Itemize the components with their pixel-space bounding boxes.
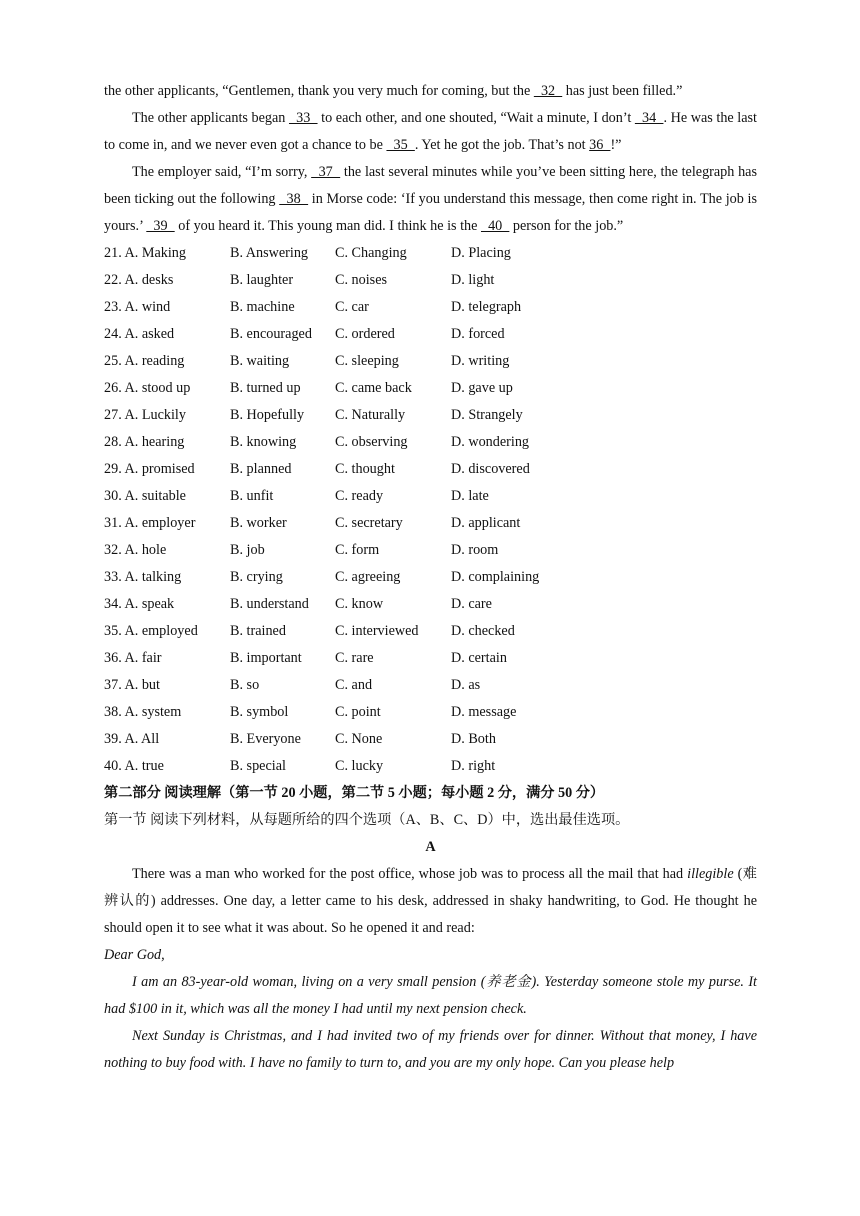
option-d: D. care [451,596,492,612]
option-d: D. Strangely [451,407,523,423]
option-a: 35. A. employed [104,623,198,639]
option-b: B. encouraged [230,326,312,342]
blank-36: 36 [589,137,611,153]
option-a: 29. A. promised [104,461,195,477]
option-b: B. Answering [230,245,309,261]
option-b: B. Hopefully [230,407,305,423]
option-d: D. writing [451,353,510,369]
option-row [104,564,757,591]
option-b: B. so [230,677,260,693]
text: . Yet he got the job. That’s not [414,137,590,153]
option-b: B. important [230,650,302,666]
option-c: C. rare [335,650,374,666]
letter-paragraph-2: Next Sunday is Christmas, and I had invited two of my friends over for dinner. Without that money, I have nothing to buy food with. I have no family to turn to, and you are my only hope. Can you please help [104,1028,757,1071]
option-d: D. room [451,542,499,558]
option-a: 37. A. but [104,677,160,693]
text: There was a man who worked for the post office, whose job was to process all the mail that had [132,866,688,882]
option-d: D. discovered [451,461,530,477]
option-c: C. lucky [335,758,384,774]
text: The employer said, “I’m sorry, [132,164,312,180]
story-paragraph-3 [104,159,757,240]
option-row [104,591,757,618]
letter-greeting: Dear God, [104,947,165,963]
option-c: C. interviewed [335,623,419,639]
option-d: D. right [451,758,496,774]
option-c: C. noises [335,272,388,288]
option-b: B. symbol [230,704,289,720]
option-c: C. and [335,677,373,693]
option-c: C. observing [335,434,408,450]
option-row [104,375,757,402]
option-c: C. thought [335,461,395,477]
option-b: B. Everyone [230,731,301,747]
text: has just been filled.” [562,83,683,99]
option-d: D. telegraph [451,299,522,315]
option-c: C. agreeing [335,569,401,585]
story-paragraph-2 [104,105,757,159]
text: person for the job.” [509,218,624,234]
blank-35: 35 [386,137,415,153]
option-row [104,267,757,294]
option-c: C. ready [335,488,384,504]
option-c: C. secretary [335,515,403,531]
option-row [104,348,757,375]
blank-34: 34 [634,110,664,126]
option-c: C. None [335,731,383,747]
option-a: 26. A. stood up [104,380,191,396]
option-a: 25. A. reading [104,353,185,369]
passage-a-paragraph-1 [104,861,757,942]
blank-38: 38 [279,191,309,207]
option-a: 23. A. wind [104,299,171,315]
option-row [104,726,757,753]
option-b: B. laughter [230,272,294,288]
option-row [104,456,757,483]
option-a: 31. A. employer [104,515,196,531]
option-c: C. point [335,704,381,720]
section-1-instruction: 第一节 阅读下列材料，从每题所给的四个选项（A、B、C、D）中，选出最佳选项。 [104,812,630,828]
text: The other applicants began [132,110,289,126]
option-row [104,672,757,699]
option-d: D. light [451,272,495,288]
option-d: D. checked [451,623,515,639]
option-b: B. job [230,542,265,558]
option-c: C. ordered [335,326,395,342]
option-c: C. know [335,596,384,612]
text: the other applicants, “Gentlemen, thank you very much for coming, but the [104,83,534,99]
option-a: 22. A. desks [104,272,174,288]
option-b: B. machine [230,299,295,315]
option-b: B. understand [230,596,309,612]
option-d: D. certain [451,650,507,666]
option-d: D. applicant [451,515,521,531]
option-a: 33. A. talking [104,569,182,585]
option-d: D. forced [451,326,505,342]
option-b: B. trained [230,623,286,639]
option-row [104,753,757,780]
option-b: B. turned up [230,380,301,396]
option-d: D. message [451,704,517,720]
text: of you heard it. This young man did. I think he is the [174,218,481,234]
option-a: 32. A. hole [104,542,167,558]
blank-40: 40 [480,218,510,234]
option-row [104,321,757,348]
story-paragraph-1 [104,78,757,105]
option-row [104,618,757,645]
option-b: B. unfit [230,488,274,504]
letter-paragraph-1: I am an 83-year-old woman, living on a very small pension (养老金). Yesterday someone stole my purse. It had $100 in it, which was all the money I had until my next pension check. [104,974,757,1017]
text: . He was the last to come in, and we never even got a chance to be [104,110,757,153]
option-d: D. complaining [451,569,540,585]
blank-39: 39 [146,218,175,234]
option-a: 40. A. true [104,758,164,774]
option-a: 21. A. Making [104,245,186,261]
option-d: D. late [451,488,489,504]
option-row [104,402,757,429]
option-row [104,537,757,564]
option-a: 30. A. suitable [104,488,186,504]
part-2-title: 第二部分 阅读理解（第一节 20 小题，第二节 5 小题；每小题 2 分，满分 50 分） [104,785,605,801]
option-b: B. worker [230,515,287,531]
option-a: 34. A. speak [104,596,175,612]
option-d: D. as [451,677,481,693]
answer-options [104,240,757,780]
option-a: 36. A. fair [104,650,162,666]
option-a: 39. A. All [104,731,160,747]
option-c: C. form [335,542,380,558]
glossed-word: illegible [687,866,734,882]
option-b: B. knowing [230,434,297,450]
text: (难辨认的) addresses. One day, a letter came to his desk, addressed in shaky handwriting, to God. He thought he should open it to see what it was about. So he opened it and read: [104,866,757,936]
option-row [104,699,757,726]
option-row [104,429,757,456]
option-d: D. Both [451,731,496,747]
option-b: B. crying [230,569,283,585]
option-d: D. Placing [451,245,511,261]
option-a: 28. A. hearing [104,434,185,450]
option-a: 38. A. system [104,704,182,720]
text: !” [610,137,622,153]
text: in Morse code: ‘If you understand this message, then come right in. The job is yours.’ [104,191,758,234]
option-b: B. special [230,758,286,774]
option-c: C. Naturally [335,407,406,423]
option-d: D. gave up [451,380,513,396]
option-b: B. waiting [230,353,290,369]
blank-37: 37 [311,164,341,180]
option-row [104,510,757,537]
option-b: B. planned [230,461,292,477]
option-row [104,294,757,321]
blank-33: 33 [288,110,318,126]
option-a: 24. A. asked [104,326,175,342]
option-c: C. sleeping [335,353,399,369]
option-row [104,240,757,267]
option-row [104,483,757,510]
option-c: C. car [335,299,369,315]
blank-32: 32 [533,83,563,99]
document-page [104,78,757,1077]
option-row [104,645,757,672]
option-d: D. wondering [451,434,530,450]
passage-label: A [425,839,436,855]
option-a: 27. A. Luckily [104,407,186,423]
text: the last several minutes while you’ve been sitting here, the telegraph has been ticking out the following [104,164,757,207]
option-c: C. Changing [335,245,407,261]
option-c: C. came back [335,380,412,396]
text: to each other, and one shouted, “Wait a minute, I don’t [317,110,635,126]
